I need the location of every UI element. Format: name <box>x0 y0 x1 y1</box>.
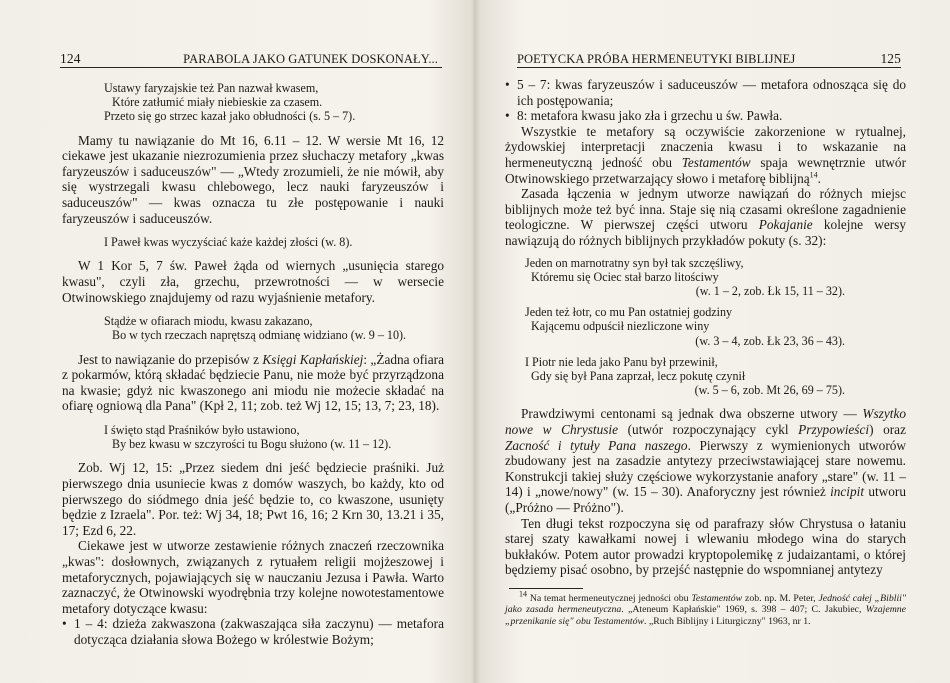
list-item: • 1 – 4: dzieża zakwaszona (zakwaszająca siła zaczynu) — metafora dotycząca działania słowa Bożego w królestwie Bożym; <box>62 616 444 647</box>
right-page-number: 125 <box>880 51 901 66</box>
verse-line: Kającemu odpuścił niezliczone winy <box>531 319 710 334</box>
text-run: Zasada łączenia w jednym utworze nawiązań do różnych miejsc biblijnych może też być inna. Staje się nią czasami określone zagadnienie teologiczne. W pierwszej części utworu <box>505 186 906 233</box>
text-run: Prawdziwymi centonami są jednak dwa obszerne utwory — <box>521 406 863 422</box>
footnote <box>505 589 907 627</box>
paragraph: Zob. Wj 12, 15: „Przez siedem dni jeść będziecie praśniki. Już pierwszego dnia usuniecie kwas z domów waszych, bo każdy, kto od pierwszego do siódmego dnia jeść będzie to, co kwaszone, usunięty będzie z Izraela". Por. też: Wj 34, 18; Pwt 16, 16; 2 Krn 30, 13.21 i 35, 17; Ezd 6, 22. <box>62 460 444 538</box>
metaphor-list <box>62 616 444 647</box>
text-run: Na temat hermeneutycznej jedności obu <box>527 592 692 604</box>
book-title-italic: Księgi Kapłańskiej <box>262 351 364 367</box>
text-run: (utwór rozpoczynający cykl <box>618 421 799 437</box>
paragraph <box>505 124 906 186</box>
verse-quote <box>62 81 444 124</box>
verse-citation: (w. 5 – 6, zob. Mt 26, 69 – 75). <box>694 383 845 398</box>
work-title-italic: Wszytko nowe w Chrystusie <box>505 406 906 437</box>
right-page <box>475 0 950 683</box>
text-run: . „Ruch Biblijny i Liturgiczny" 1963, nr 1. <box>644 615 811 627</box>
verse-line: Któremu się Ociec stał barzo litościwy <box>531 269 719 284</box>
left-body <box>62 81 444 647</box>
verse-citation: (w. 1 – 2, zob. Łk 15, 11 – 32). <box>695 283 845 298</box>
verse-quote <box>62 314 444 342</box>
list-item: • 5 – 7: kwas faryzeuszów i saduceuszów — metafora odnosząca się do ich postępowania; <box>505 77 906 108</box>
text-run: Wszystkie te metafory są oczywiście zakorzenione w rytualnej, żydowskiej interpretacji znaczenia kwasu i to wskazanie na hermeneutyczną jedność obu <box>505 123 906 170</box>
italic-term: incipit <box>830 484 865 500</box>
italic-term: Testamentów <box>681 154 751 170</box>
work-title-italic: Pokajanie <box>758 217 813 233</box>
work-title-italic: Przypowieści <box>798 421 870 437</box>
left-page-number: 124 <box>60 51 81 66</box>
verse-line: Przeto się go strzec kazał jako obłudności (s. 5 – 7). <box>104 109 356 124</box>
verse-quote <box>505 256 845 299</box>
text-run: Jest to nawiązanie do przepisów z <box>78 351 263 367</box>
verse-quote <box>62 235 444 249</box>
verse-line: Bo w tych rzeczach naprętszą odmianę widziano (w. 9 – 10). <box>112 328 407 343</box>
verse-line: Stądże w ofiarach miodu, kwasu zakazano, <box>104 314 313 329</box>
metaphor-list <box>505 77 906 124</box>
paragraph: W 1 Kor 5, 7 św. Paweł żąda od wiernych „usunięcia starego kwasu", czyli zła, grzechu, przewrotności — w wersecie Otwinowskiego znajdujemy od razu wyjaśnienie metafory. <box>62 258 444 305</box>
text-run: : „Żadna ofiara z pokarmów, którą składać będziecie Panu, nie może być przyrządzona na kwasie; gdyż nic kwaszonego ani miodu nie możecie składać na ofiarę ogniową dla Pana" (Kpł 2, 11; zob. też Wj 12, 15; 13, 7; 23, 18). <box>62 351 444 414</box>
left-running-head <box>60 51 442 68</box>
verse-line: I Piotr nie leda jako Panu był przewinił, <box>525 354 718 369</box>
right-running-head <box>517 51 901 68</box>
text-run: zob. np. M. Peter, <box>742 592 819 604</box>
italic-term: Testamentów <box>691 592 743 604</box>
text-run: . <box>817 170 821 186</box>
paragraph: Mamy tu nawiązanie do Mt 16, 6.11 – 12. W wersie Mt 16, 12 ciekawe jest ukazanie niezrozumienia przez słuchaczy metafory „kwas faryzeuszów i saduceuszów" — „Wtedy zrozumieli, że nie mówił, aby się wystrzegali kwasu chlebowego, lecz nauki faryzeuszów i saduceuszów" — kwas oznacza tu złe postępowanie i nauki faryzeuszów i saduceuszów. <box>62 132 444 226</box>
paragraph: Ciekawe jest w utworze zestawienie różnych znaczeń rzeczownika „kwas": dosłownych, związanych z rytuałem religii mojżeszowej i metaforycznych, pojawiających się w nauczaniu Jezusa i Pawła. Warto zaznaczyć, że Otwinowski wyodrębnia trzy kolejne nowotestamentowe metafory dotyczące kwasu: <box>62 538 444 616</box>
article-title-italic: Jedność całej „Biblii" jako zasada hermeneutyczna <box>505 592 906 616</box>
verse-line: Ustawy faryzajskie też Pan nazwał kwasem, <box>104 81 319 95</box>
verse-line: Jeden on marnotratny syn był tak szczęśliwy, <box>525 255 744 270</box>
right-body <box>505 77 906 627</box>
text-run: kolejne wersy nawiązują do różnych biblijnych przykładów pokuty (s. 32): <box>505 217 906 248</box>
text-run: . „Ateneum Kapłańskie" 1969, s. 398 – 407; C. Jakubiec, <box>621 604 866 616</box>
left-running-title: PARABOLA JAKO GATUNEK DOSKONAŁY... <box>183 52 438 66</box>
work-title-italic: Zacność i tytuły Pana naszego <box>505 437 688 453</box>
footnote-reference[interactable]: 14 <box>809 170 818 180</box>
text-run: spaja wewnętrznie utwór Otwinowskiego przetwarzający słowo i metaforę biblijną <box>505 154 906 186</box>
list-item: • 8: metafora kwasu jako zła i grzechu u św. Pawła. <box>505 108 906 124</box>
text-run: . Pierwszy z wymienionych utworów zbudowany jest na zasadzie antytezy przeciwstawiającej stare nowemu. Konstrukcji takiej służy częściowe wykorzystanie anafory „stare" (w. 11 – 14) i „nowe/nowy" (w. 15 – 30). Anaforyczny jest również <box>505 437 906 500</box>
verse-line: Gdy się był Pana zaprzał, lecz pokutę czynił <box>531 368 746 383</box>
verse-line: By bez kwasu w szczyrości tu Bogu służono (w. 11 – 12). <box>112 437 392 452</box>
verse-line: Które zatłumić miały niebieskie za czasem. <box>112 95 323 110</box>
paragraph: Ten długi tekst rozpoczyna się od parafrazy słów Chrystusa o łataniu starej szaty kawałkami nowej i wlewaniu młodego wina do starych bukłaków. Potem autor prowadzi kryptopolemikę z judaizantami, o której będziemy pisać osobno, by przejść następnie do wspomnianej antytezy <box>505 515 906 578</box>
footnote-number: 14 <box>519 589 527 599</box>
paragraph <box>505 406 906 515</box>
text-run: utworu („Próżno — Próżno"). <box>505 484 906 515</box>
verse-line: I Paweł kwas wyczyściać każe każdej złości (w. 8). <box>104 235 353 250</box>
verse-quote <box>505 355 845 398</box>
verse-quote <box>62 423 444 451</box>
text-run: ) oraz <box>869 421 906 437</box>
verse-citation: (w. 3 – 4, zob. Łk 23, 36 – 43). <box>695 333 845 348</box>
verse-line: Jeden też łotr, co mu Pan ostatniej godziny <box>525 305 733 320</box>
right-running-title: POETYCKA PRÓBA HERMENEUTYKI BIBLIJNEJ <box>517 52 796 66</box>
paragraph <box>62 352 444 414</box>
verse-quote <box>505 305 845 348</box>
article-title-italic: Wzajemne „przenikanie się" obu Testamentów <box>505 604 907 627</box>
paragraph <box>505 186 906 248</box>
verse-line: I święto stąd Praśników było ustawiono, <box>104 422 300 437</box>
